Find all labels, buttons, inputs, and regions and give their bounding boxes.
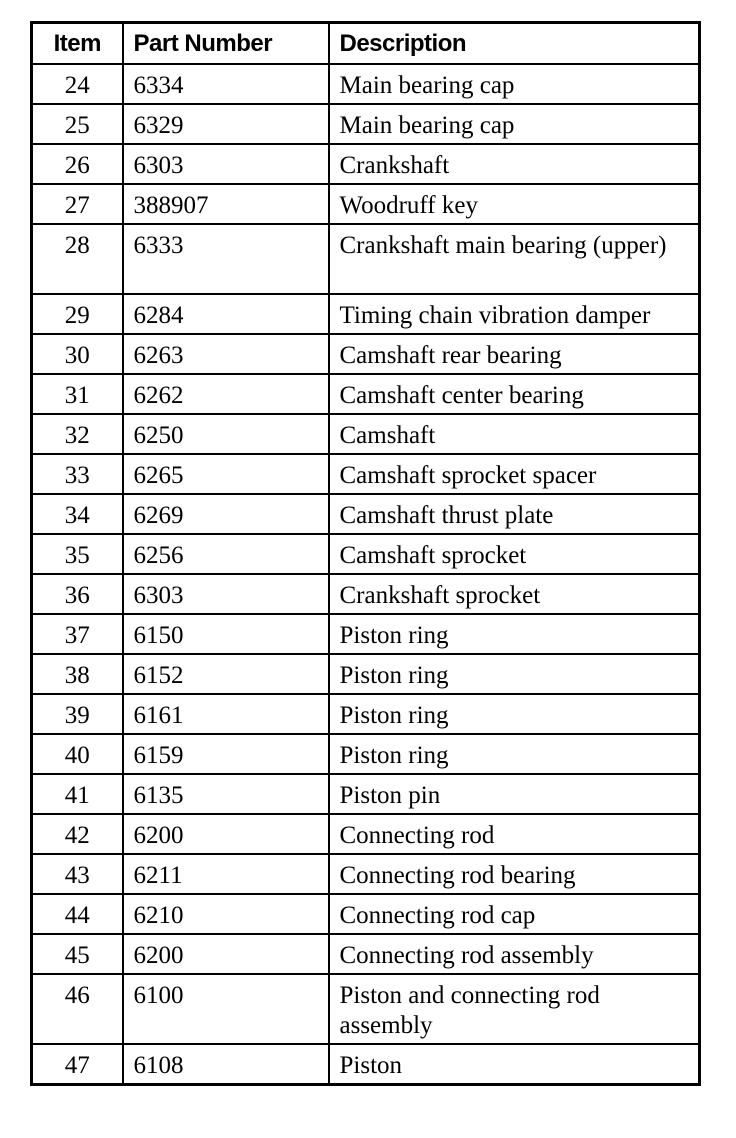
part-number-cell: 6334 <box>123 64 329 104</box>
description-cell: Piston <box>329 1044 700 1085</box>
description-cell: Connecting rod assembly <box>329 934 700 974</box>
item-cell: 40 <box>32 734 123 774</box>
header-row <box>32 23 700 65</box>
description-cell: Connecting rod bearing <box>329 854 700 894</box>
part-number-cell: 6250 <box>123 414 329 454</box>
item-cell: 39 <box>32 694 123 734</box>
parts-body <box>32 64 700 1085</box>
header-part-number: Part Number <box>123 23 329 65</box>
part-number-cell: 6263 <box>123 334 329 374</box>
part-number-cell: 6303 <box>123 574 329 614</box>
description-cell: Connecting rod <box>329 814 700 854</box>
table-row <box>32 894 700 934</box>
item-cell: 45 <box>32 934 123 974</box>
table-row <box>32 414 700 454</box>
description-cell: Woodruff key <box>329 184 700 224</box>
description-cell: Crankshaft main bearing (upper) <box>329 224 700 294</box>
table-row <box>32 934 700 974</box>
description-cell: Crankshaft <box>329 144 700 184</box>
description-cell: Piston ring <box>329 734 700 774</box>
table-row <box>32 654 700 694</box>
table-row <box>32 294 700 334</box>
part-number-cell: 6200 <box>123 934 329 974</box>
table-row <box>32 814 700 854</box>
table-row <box>32 1044 700 1085</box>
description-cell: Camshaft sprocket <box>329 534 700 574</box>
description-cell: Piston pin <box>329 774 700 814</box>
item-cell: 36 <box>32 574 123 614</box>
table-row <box>32 374 700 414</box>
item-cell: 30 <box>32 334 123 374</box>
part-number-cell: 6262 <box>123 374 329 414</box>
part-number-cell: 6333 <box>123 224 329 294</box>
item-cell: 24 <box>32 64 123 104</box>
item-cell: 38 <box>32 654 123 694</box>
description-cell: Crankshaft sprocket <box>329 574 700 614</box>
part-number-cell: 6284 <box>123 294 329 334</box>
table-row <box>32 144 700 184</box>
part-number-cell: 6256 <box>123 534 329 574</box>
table-row <box>32 334 700 374</box>
part-number-cell: 6159 <box>123 734 329 774</box>
table-row <box>32 224 700 294</box>
header-item: Item <box>32 23 123 65</box>
part-number-cell: 6269 <box>123 494 329 534</box>
table-row <box>32 854 700 894</box>
item-cell: 28 <box>32 224 123 294</box>
table-row <box>32 774 700 814</box>
description-cell: Timing chain vibration damper <box>329 294 700 334</box>
description-cell: Piston ring <box>329 614 700 654</box>
item-cell: 33 <box>32 454 123 494</box>
table-row <box>32 104 700 144</box>
item-cell: 29 <box>32 294 123 334</box>
part-number-cell: 6329 <box>123 104 329 144</box>
table-row <box>32 494 700 534</box>
part-number-cell: 6303 <box>123 144 329 184</box>
part-number-cell: 6152 <box>123 654 329 694</box>
table-row <box>32 64 700 104</box>
item-cell: 43 <box>32 854 123 894</box>
part-number-cell: 6100 <box>123 974 329 1044</box>
parts-table <box>30 21 701 1086</box>
table-row <box>32 534 700 574</box>
part-number-cell: 6211 <box>123 854 329 894</box>
item-cell: 44 <box>32 894 123 934</box>
part-number-cell: 6108 <box>123 1044 329 1085</box>
description-cell: Main bearing cap <box>329 104 700 144</box>
item-cell: 41 <box>32 774 123 814</box>
table-row <box>32 574 700 614</box>
part-number-cell: 6265 <box>123 454 329 494</box>
part-number-cell: 6135 <box>123 774 329 814</box>
item-cell: 46 <box>32 974 123 1044</box>
item-cell: 47 <box>32 1044 123 1085</box>
item-cell: 34 <box>32 494 123 534</box>
part-number-cell: 6161 <box>123 694 329 734</box>
description-cell: Connecting rod cap <box>329 894 700 934</box>
table-row <box>32 454 700 494</box>
description-cell: Camshaft center bearing <box>329 374 700 414</box>
item-cell: 26 <box>32 144 123 184</box>
part-number-cell: 6150 <box>123 614 329 654</box>
item-cell: 35 <box>32 534 123 574</box>
part-number-cell: 6200 <box>123 814 329 854</box>
item-cell: 37 <box>32 614 123 654</box>
description-cell: Camshaft sprocket spacer <box>329 454 700 494</box>
description-cell: Piston ring <box>329 694 700 734</box>
item-cell: 25 <box>32 104 123 144</box>
description-cell: Piston and connecting rod assembly <box>329 974 700 1044</box>
description-cell: Camshaft rear bearing <box>329 334 700 374</box>
description-cell: Main bearing cap <box>329 64 700 104</box>
table-row <box>32 974 700 1044</box>
part-number-cell: 6210 <box>123 894 329 934</box>
table-row <box>32 184 700 224</box>
description-cell: Camshaft <box>329 414 700 454</box>
part-number-cell: 388907 <box>123 184 329 224</box>
item-cell: 27 <box>32 184 123 224</box>
item-cell: 31 <box>32 374 123 414</box>
table-row <box>32 614 700 654</box>
item-cell: 32 <box>32 414 123 454</box>
description-cell: Piston ring <box>329 654 700 694</box>
table-row <box>32 694 700 734</box>
item-cell: 42 <box>32 814 123 854</box>
header-description: Description <box>329 23 700 65</box>
table-row <box>32 734 700 774</box>
description-cell: Camshaft thrust plate <box>329 494 700 534</box>
